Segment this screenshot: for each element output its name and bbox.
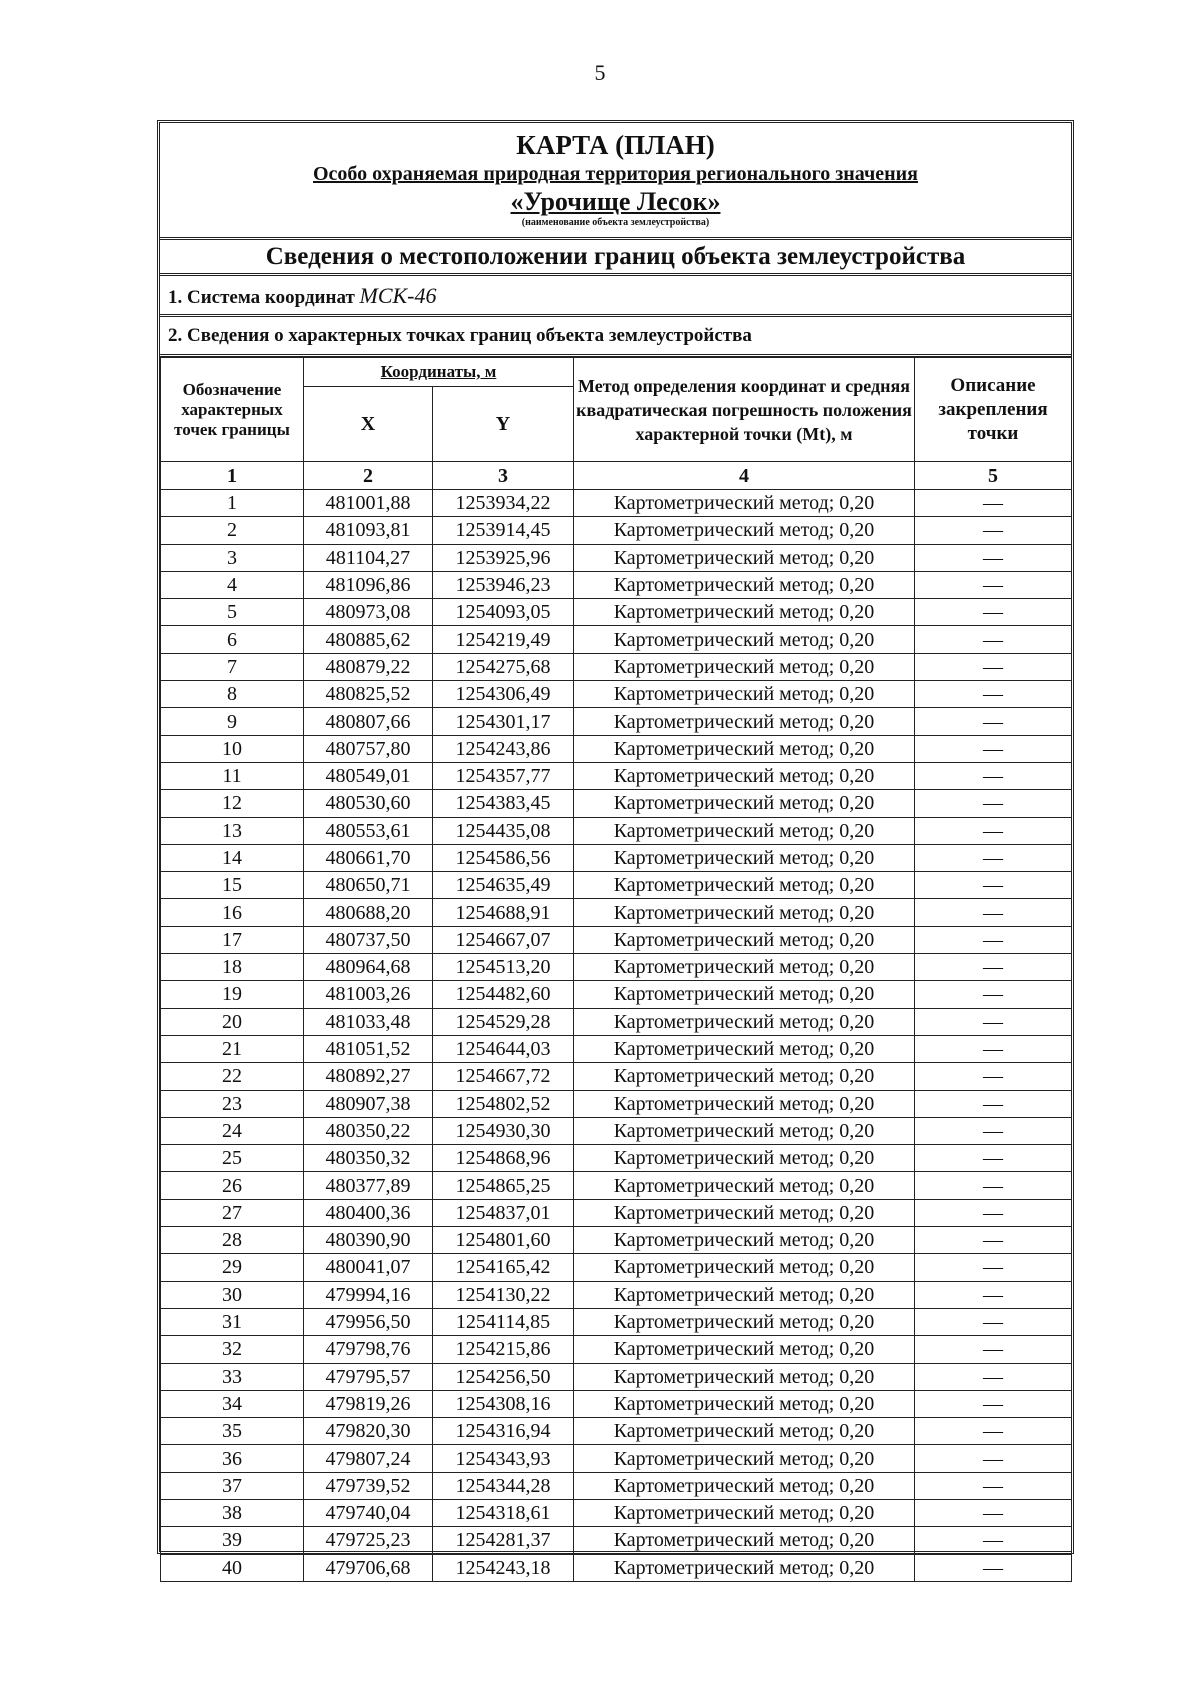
- point-number-cell: 39: [161, 1527, 304, 1554]
- x-coordinate-cell: 479795,57: [304, 1363, 433, 1390]
- x-coordinate-cell: 480757,80: [304, 735, 433, 762]
- x-coordinate-cell: 480390,90: [304, 1227, 433, 1254]
- description-cell: —: [915, 1008, 1072, 1035]
- y-coordinate-cell: 1254383,45: [433, 790, 574, 817]
- y-coordinate-cell: 1254316,94: [433, 1418, 574, 1445]
- column-numbers-row: [161, 462, 1072, 490]
- table-row: [161, 1254, 1072, 1281]
- method-cell: Картометрический метод; 0,20: [574, 1227, 915, 1254]
- y-coordinate-cell: 1254644,03: [433, 1035, 574, 1062]
- description-cell: —: [915, 1035, 1072, 1062]
- description-cell: —: [915, 1527, 1072, 1554]
- x-coordinate-cell: 479739,52: [304, 1472, 433, 1499]
- y-coordinate-cell: 1254688,91: [433, 899, 574, 926]
- description-cell: —: [915, 1390, 1072, 1417]
- boundary-points-table: [160, 357, 1072, 1582]
- x-coordinate-cell: 481003,26: [304, 981, 433, 1008]
- method-cell: Картометрический метод; 0,20: [574, 1254, 915, 1281]
- x-coordinate-cell: 480885,62: [304, 626, 433, 653]
- table-row: [161, 844, 1072, 871]
- description-cell: —: [915, 681, 1072, 708]
- table-row: [161, 1227, 1072, 1254]
- x-coordinate-cell: 480350,32: [304, 1145, 433, 1172]
- section-title: Сведения о местоположении границ объекта землеустройства: [160, 240, 1071, 276]
- y-coordinate-cell: 1254802,52: [433, 1090, 574, 1117]
- point-number-cell: 2: [161, 517, 304, 544]
- map-plan-header: [160, 123, 1071, 240]
- object-name-note: (наименование объекта землеустройства): [521, 217, 710, 228]
- table-row: [161, 954, 1072, 981]
- y-coordinate-cell: 1254529,28: [433, 1008, 574, 1035]
- point-number-cell: 32: [161, 1336, 304, 1363]
- x-coordinate-cell: 480737,50: [304, 926, 433, 953]
- point-number-cell: 14: [161, 844, 304, 871]
- method-cell: Картометрический метод; 0,20: [574, 681, 915, 708]
- x-coordinate-cell: 481033,48: [304, 1008, 433, 1035]
- y-coordinate-cell: 1254801,60: [433, 1227, 574, 1254]
- point-number-cell: 18: [161, 954, 304, 981]
- method-cell: Картометрический метод; 0,20: [574, 1281, 915, 1308]
- header-description: Описание закрепления точки: [915, 358, 1072, 462]
- table-row: [161, 735, 1072, 762]
- y-coordinate-cell: 1254301,17: [433, 708, 574, 735]
- table-row: [161, 571, 1072, 598]
- point-number-cell: 38: [161, 1499, 304, 1526]
- method-cell: Картометрический метод; 0,20: [574, 844, 915, 871]
- x-coordinate-cell: 480825,52: [304, 681, 433, 708]
- table-row: [161, 899, 1072, 926]
- header-x: X: [304, 387, 433, 462]
- y-coordinate-cell: 1254256,50: [433, 1363, 574, 1390]
- description-cell: —: [915, 1445, 1072, 1472]
- point-number-cell: 20: [161, 1008, 304, 1035]
- x-coordinate-cell: 481051,52: [304, 1035, 433, 1062]
- table-row: [161, 1281, 1072, 1308]
- description-cell: —: [915, 844, 1072, 871]
- table-row: [161, 1499, 1072, 1526]
- table-row: [161, 762, 1072, 789]
- table-row: [161, 1554, 1072, 1581]
- description-cell: —: [915, 571, 1072, 598]
- table-row: [161, 490, 1072, 517]
- point-number-cell: 12: [161, 790, 304, 817]
- table-row: [161, 1336, 1072, 1363]
- point-number-cell: 15: [161, 872, 304, 899]
- description-cell: —: [915, 1227, 1072, 1254]
- description-cell: —: [915, 1308, 1072, 1335]
- table-row: [161, 872, 1072, 899]
- object-name: «Урочище Лесок»: [510, 187, 721, 216]
- y-coordinate-cell: 1254667,07: [433, 926, 574, 953]
- point-number-cell: 9: [161, 708, 304, 735]
- x-coordinate-cell: 480549,01: [304, 762, 433, 789]
- table-row: [161, 681, 1072, 708]
- document-subtitle: Особо охраняемая природная территория регионального значения: [313, 163, 918, 185]
- method-cell: Картометрический метод; 0,20: [574, 1145, 915, 1172]
- table-row: [161, 1063, 1072, 1090]
- y-coordinate-cell: 1254243,18: [433, 1554, 574, 1581]
- x-coordinate-cell: 481001,88: [304, 490, 433, 517]
- method-cell: Картометрический метод; 0,20: [574, 1035, 915, 1062]
- table-row: [161, 653, 1072, 680]
- point-number-cell: 28: [161, 1227, 304, 1254]
- method-cell: Картометрический метод; 0,20: [574, 653, 915, 680]
- method-cell: Картометрический метод; 0,20: [574, 1117, 915, 1144]
- x-coordinate-cell: 480688,20: [304, 899, 433, 926]
- method-cell: Картометрический метод; 0,20: [574, 544, 915, 571]
- method-cell: Картометрический метод; 0,20: [574, 926, 915, 953]
- table-row: [161, 517, 1072, 544]
- table-row: [161, 790, 1072, 817]
- description-cell: —: [915, 735, 1072, 762]
- method-cell: Картометрический метод; 0,20: [574, 790, 915, 817]
- coordinate-system-value: МСК-46: [359, 283, 437, 308]
- description-cell: —: [915, 1063, 1072, 1090]
- method-cell: Картометрический метод; 0,20: [574, 1336, 915, 1363]
- method-cell: Картометрический метод; 0,20: [574, 490, 915, 517]
- method-cell: Картометрический метод; 0,20: [574, 571, 915, 598]
- x-coordinate-cell: 480907,38: [304, 1090, 433, 1117]
- point-number-cell: 1: [161, 490, 304, 517]
- x-coordinate-cell: 480650,71: [304, 872, 433, 899]
- description-cell: —: [915, 1336, 1072, 1363]
- y-coordinate-cell: 1254586,56: [433, 844, 574, 871]
- method-cell: Картометрический метод; 0,20: [574, 1008, 915, 1035]
- description-cell: —: [915, 626, 1072, 653]
- method-cell: Картометрический метод; 0,20: [574, 899, 915, 926]
- y-coordinate-cell: 1254318,61: [433, 1499, 574, 1526]
- y-coordinate-cell: 1254114,85: [433, 1308, 574, 1335]
- y-coordinate-cell: 1254635,49: [433, 872, 574, 899]
- y-coordinate-cell: 1254930,30: [433, 1117, 574, 1144]
- point-number-cell: 30: [161, 1281, 304, 1308]
- description-cell: —: [915, 1117, 1072, 1144]
- y-coordinate-cell: 1254435,08: [433, 817, 574, 844]
- point-number-cell: 23: [161, 1090, 304, 1117]
- point-number-cell: 25: [161, 1145, 304, 1172]
- description-cell: —: [915, 1090, 1072, 1117]
- point-number-cell: 8: [161, 681, 304, 708]
- method-cell: Картометрический метод; 0,20: [574, 1308, 915, 1335]
- y-coordinate-cell: 1253934,22: [433, 490, 574, 517]
- point-number-cell: 3: [161, 544, 304, 571]
- point-number-cell: 26: [161, 1172, 304, 1199]
- description-cell: —: [915, 1172, 1072, 1199]
- x-coordinate-cell: 481104,27: [304, 544, 433, 571]
- method-cell: Картометрический метод; 0,20: [574, 1363, 915, 1390]
- table-body: [161, 490, 1072, 1582]
- x-coordinate-cell: 479706,68: [304, 1554, 433, 1581]
- y-coordinate-cell: 1254344,28: [433, 1472, 574, 1499]
- x-coordinate-cell: 480041,07: [304, 1254, 433, 1281]
- coordinate-system-label: 1. Система координат: [168, 287, 355, 308]
- x-coordinate-cell: 481093,81: [304, 517, 433, 544]
- point-number-cell: 35: [161, 1418, 304, 1445]
- table-row: [161, 1172, 1072, 1199]
- description-cell: —: [915, 790, 1072, 817]
- description-cell: —: [915, 1554, 1072, 1581]
- table-row: [161, 1145, 1072, 1172]
- description-cell: —: [915, 954, 1072, 981]
- method-cell: Картометрический метод; 0,20: [574, 1390, 915, 1417]
- y-coordinate-cell: 1254667,72: [433, 1063, 574, 1090]
- description-cell: —: [915, 1281, 1072, 1308]
- table-row: [161, 544, 1072, 571]
- point-number-cell: 27: [161, 1199, 304, 1226]
- y-coordinate-cell: 1254219,49: [433, 626, 574, 653]
- table-row: [161, 1390, 1072, 1417]
- x-coordinate-cell: 480553,61: [304, 817, 433, 844]
- x-coordinate-cell: 479994,16: [304, 1281, 433, 1308]
- description-cell: —: [915, 708, 1072, 735]
- description-cell: —: [915, 872, 1072, 899]
- point-number-cell: 40: [161, 1554, 304, 1581]
- y-coordinate-cell: 1254275,68: [433, 653, 574, 680]
- point-number-cell: 36: [161, 1445, 304, 1472]
- x-coordinate-cell: 480892,27: [304, 1063, 433, 1090]
- table-row: [161, 1472, 1072, 1499]
- x-coordinate-cell: 480377,89: [304, 1172, 433, 1199]
- point-number-cell: 29: [161, 1254, 304, 1281]
- point-number-cell: 16: [161, 899, 304, 926]
- x-coordinate-cell: 479956,50: [304, 1308, 433, 1335]
- y-coordinate-cell: 1253946,23: [433, 571, 574, 598]
- table-row: [161, 981, 1072, 1008]
- y-coordinate-cell: 1254281,37: [433, 1527, 574, 1554]
- column-number-5: 5: [915, 462, 1072, 490]
- table-row: [161, 1035, 1072, 1062]
- point-number-cell: 6: [161, 626, 304, 653]
- table-row: [161, 708, 1072, 735]
- table-row: [161, 1445, 1072, 1472]
- method-cell: Картометрический метод; 0,20: [574, 1199, 915, 1226]
- x-coordinate-cell: 480964,68: [304, 954, 433, 981]
- y-coordinate-cell: 1254165,42: [433, 1254, 574, 1281]
- method-cell: Картометрический метод; 0,20: [574, 762, 915, 789]
- column-number-2: 2: [304, 462, 433, 490]
- table-row: [161, 1199, 1072, 1226]
- x-coordinate-cell: 479820,30: [304, 1418, 433, 1445]
- header-coordinates: Координаты, м: [304, 358, 574, 387]
- method-cell: Картометрический метод; 0,20: [574, 708, 915, 735]
- x-coordinate-cell: 479798,76: [304, 1336, 433, 1363]
- description-cell: —: [915, 1254, 1072, 1281]
- description-cell: —: [915, 1499, 1072, 1526]
- table-row: [161, 817, 1072, 844]
- y-coordinate-cell: 1254357,77: [433, 762, 574, 789]
- description-cell: —: [915, 1199, 1072, 1226]
- point-number-cell: 31: [161, 1308, 304, 1335]
- point-number-cell: 4: [161, 571, 304, 598]
- description-cell: —: [915, 981, 1072, 1008]
- x-coordinate-cell: 480807,66: [304, 708, 433, 735]
- y-coordinate-cell: 1254865,25: [433, 1172, 574, 1199]
- x-coordinate-cell: 481096,86: [304, 571, 433, 598]
- description-cell: —: [915, 490, 1072, 517]
- x-coordinate-cell: 480400,36: [304, 1199, 433, 1226]
- description-cell: —: [915, 899, 1072, 926]
- method-cell: Картометрический метод; 0,20: [574, 1418, 915, 1445]
- y-coordinate-cell: 1254513,20: [433, 954, 574, 981]
- coordinate-system-row: [160, 276, 1071, 317]
- column-number-3: 3: [433, 462, 574, 490]
- table-row: [161, 1008, 1072, 1035]
- table-row: [161, 1527, 1072, 1554]
- description-cell: —: [915, 517, 1072, 544]
- point-number-cell: 21: [161, 1035, 304, 1062]
- x-coordinate-cell: 479819,26: [304, 1390, 433, 1417]
- y-coordinate-cell: 1254243,86: [433, 735, 574, 762]
- document-frame: [157, 120, 1074, 1579]
- method-cell: Картометрический метод; 0,20: [574, 626, 915, 653]
- table-row: [161, 1363, 1072, 1390]
- points-section-title: 2. Сведения о характерных точках границ объекта землеустройства: [160, 317, 1071, 357]
- point-number-cell: 5: [161, 599, 304, 626]
- point-number-cell: 11: [161, 762, 304, 789]
- table-row: [161, 626, 1072, 653]
- method-cell: Картометрический метод; 0,20: [574, 1554, 915, 1581]
- y-coordinate-cell: 1254215,86: [433, 1336, 574, 1363]
- point-number-cell: 34: [161, 1390, 304, 1417]
- table-row: [161, 1308, 1072, 1335]
- document-title: КАРТА (ПЛАН): [516, 130, 715, 160]
- y-coordinate-cell: 1253925,96: [433, 544, 574, 571]
- point-number-cell: 7: [161, 653, 304, 680]
- y-coordinate-cell: 1254130,22: [433, 1281, 574, 1308]
- method-cell: Картометрический метод; 0,20: [574, 981, 915, 1008]
- description-cell: —: [915, 599, 1072, 626]
- description-cell: —: [915, 544, 1072, 571]
- description-cell: —: [915, 762, 1072, 789]
- description-cell: —: [915, 1363, 1072, 1390]
- method-cell: Картометрический метод; 0,20: [574, 1445, 915, 1472]
- x-coordinate-cell: 479725,23: [304, 1527, 433, 1554]
- method-cell: Картометрический метод; 0,20: [574, 1472, 915, 1499]
- description-cell: —: [915, 817, 1072, 844]
- description-cell: —: [915, 926, 1072, 953]
- table-row: [161, 599, 1072, 626]
- description-cell: —: [915, 1145, 1072, 1172]
- point-number-cell: 17: [161, 926, 304, 953]
- y-coordinate-cell: 1254343,93: [433, 1445, 574, 1472]
- column-number-4: 4: [574, 462, 915, 490]
- table-row: [161, 1090, 1072, 1117]
- point-number-cell: 22: [161, 1063, 304, 1090]
- x-coordinate-cell: 480661,70: [304, 844, 433, 871]
- description-cell: —: [915, 653, 1072, 680]
- header-y: Y: [433, 387, 574, 462]
- method-cell: Картометрический метод; 0,20: [574, 735, 915, 762]
- method-cell: Картометрический метод; 0,20: [574, 954, 915, 981]
- table-row: [161, 926, 1072, 953]
- point-number-cell: 24: [161, 1117, 304, 1144]
- x-coordinate-cell: 480973,08: [304, 599, 433, 626]
- method-cell: Картометрический метод; 0,20: [574, 1172, 915, 1199]
- page-number: 5: [594, 60, 606, 85]
- x-coordinate-cell: 479740,04: [304, 1499, 433, 1526]
- y-coordinate-cell: 1253914,45: [433, 517, 574, 544]
- point-number-cell: 10: [161, 735, 304, 762]
- method-cell: Картометрический метод; 0,20: [574, 817, 915, 844]
- method-cell: Картометрический метод; 0,20: [574, 1527, 915, 1554]
- point-number-cell: 33: [161, 1363, 304, 1390]
- point-number-cell: 37: [161, 1472, 304, 1499]
- header-designation: Обозначение характерных точек границы: [161, 358, 304, 462]
- method-cell: Картометрический метод; 0,20: [574, 1063, 915, 1090]
- description-cell: —: [915, 1472, 1072, 1499]
- y-coordinate-cell: 1254868,96: [433, 1145, 574, 1172]
- table-row: [161, 1117, 1072, 1144]
- method-cell: Картометрический метод; 0,20: [574, 1499, 915, 1526]
- x-coordinate-cell: 480879,22: [304, 653, 433, 680]
- x-coordinate-cell: 479807,24: [304, 1445, 433, 1472]
- header-method: Метод определения координат и средняя квадратическая погрешность положения характерной точки (Mt), м: [574, 358, 915, 462]
- x-coordinate-cell: 480530,60: [304, 790, 433, 817]
- point-number-cell: 19: [161, 981, 304, 1008]
- column-number-1: 1: [161, 462, 304, 490]
- y-coordinate-cell: 1254306,49: [433, 681, 574, 708]
- y-coordinate-cell: 1254482,60: [433, 981, 574, 1008]
- method-cell: Картометрический метод; 0,20: [574, 872, 915, 899]
- y-coordinate-cell: 1254837,01: [433, 1199, 574, 1226]
- point-number-cell: 13: [161, 817, 304, 844]
- method-cell: Картометрический метод; 0,20: [574, 1090, 915, 1117]
- description-cell: —: [915, 1418, 1072, 1445]
- method-cell: Картометрический метод; 0,20: [574, 517, 915, 544]
- table-row: [161, 1418, 1072, 1445]
- y-coordinate-cell: 1254093,05: [433, 599, 574, 626]
- y-coordinate-cell: 1254308,16: [433, 1390, 574, 1417]
- method-cell: Картометрический метод; 0,20: [574, 599, 915, 626]
- x-coordinate-cell: 480350,22: [304, 1117, 433, 1144]
